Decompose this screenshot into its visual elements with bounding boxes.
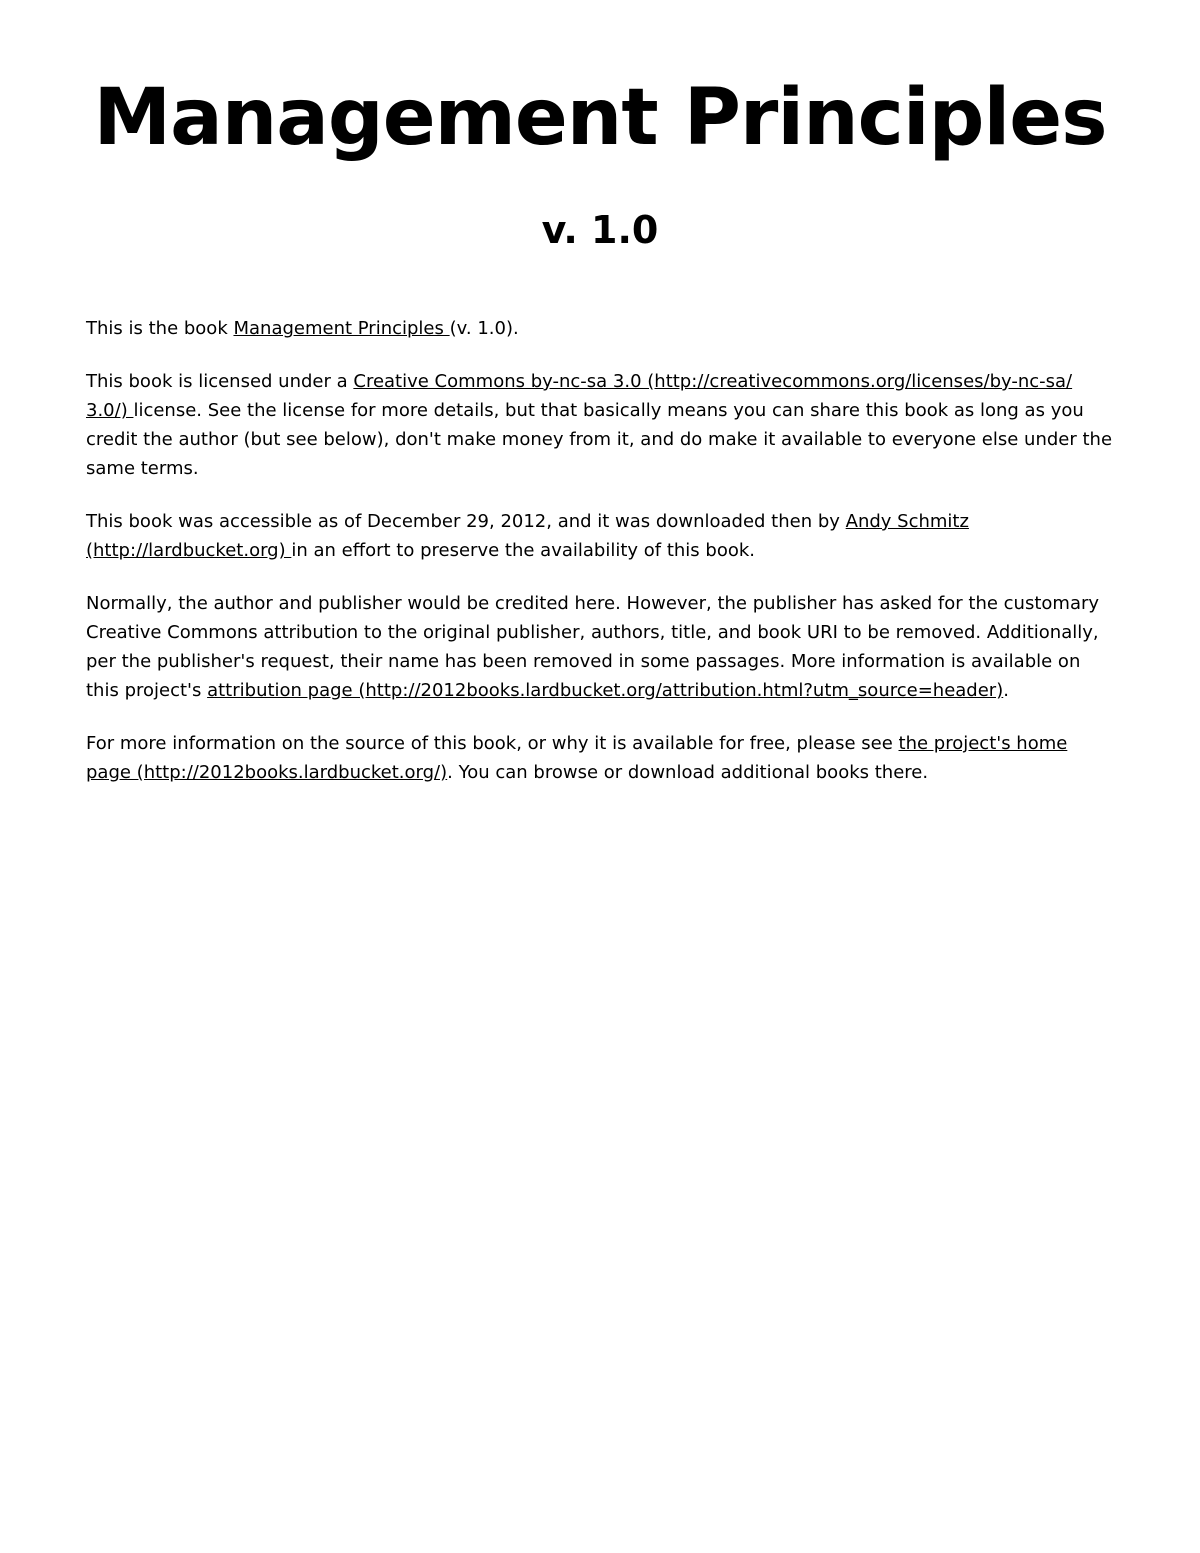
project-home-link[interactable]: the project's home page (http://2012books.lardbucket.org/) — [86, 733, 1068, 783]
license-link[interactable]: Creative Commons by-nc-sa 3.0 (http://creativecommons.org/licenses/by-nc-sa/ 3.0/) — [86, 371, 1073, 421]
paragraph-license — [86, 367, 1114, 483]
paragraph-text: Normally, the author and publisher would be credited here. However, the publisher has asked for the customary Creative Commons attribution to the original publisher, authors, title, and book URI to be removed. Additionally, per the publisher's request, their name has been removed in some passages. More information is available on this project's — [86, 593, 1100, 701]
paragraph-text: For more information on the source of this book, or why it is available for free, please see — [86, 733, 899, 754]
attribution-link[interactable]: attribution page (http://2012books.lardbucket.org/attribution.html?utm_source=header) — [207, 680, 1004, 701]
body-text — [86, 314, 1114, 787]
paragraph-text: in an effort to preserve the availability of this book. — [291, 540, 756, 561]
paragraph-text: license. See the license for more details, but that basically means you can share this book as long as you credit the author (but see below), don't make money from it, and do make it available to everyone else under the same terms. — [86, 400, 1113, 479]
paragraph-text: (v. 1.0). — [449, 318, 519, 339]
paragraph-text: This book was accessible as of December 29, 2012, and it was downloaded then by — [86, 511, 846, 532]
paragraph-text: . — [1003, 680, 1009, 701]
book-title: Management Principles — [93, 73, 1107, 163]
paragraph-text: This book is licensed under a — [86, 371, 354, 392]
paragraph-download-info — [86, 507, 1114, 565]
paragraph-project-info — [86, 729, 1114, 787]
book-title-link[interactable]: Management Principles — [233, 318, 450, 339]
paragraph-text: . You can browse or download additional books there. — [447, 762, 929, 783]
author-link[interactable]: Andy Schmitz (http://lardbucket.org) — [86, 511, 969, 561]
paragraph-attribution — [86, 589, 1114, 705]
book-version: v. 1.0 — [541, 208, 659, 252]
paragraph-text: This is the book — [86, 318, 234, 339]
paragraph-book-intro — [86, 314, 1114, 343]
